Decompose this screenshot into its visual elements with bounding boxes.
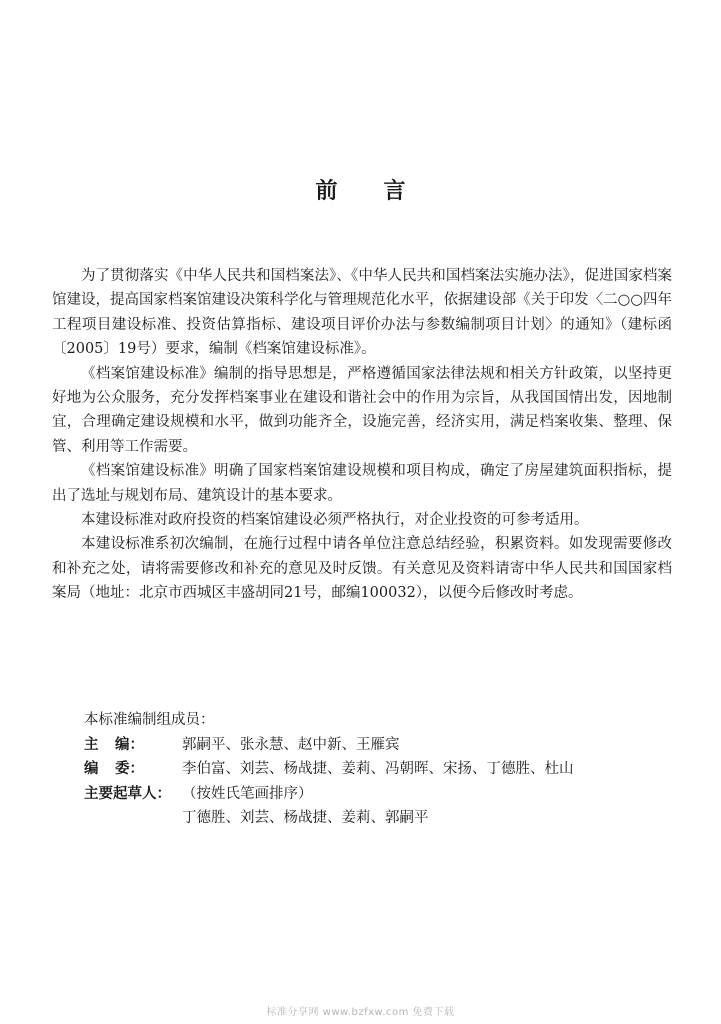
committee-label: 编 委：: [84, 761, 144, 777]
committee-names: 李伯富、刘芸、杨战捷、姜莉、冯朝晖、宋扬、丁德胜、杜山: [182, 761, 574, 777]
drafters-names-row: [84, 806, 644, 831]
compilation-group: [84, 708, 644, 831]
paragraph: 本建设标准系初次编制，在施行过程中请各单位注意总结经验，积累资料。如发现需要修改和补充之处，请将需要修改和补充的意见及时反馈。有关意见及资料请寄中华人民共和国国家档案局（地址：北京市西城区丰盛胡同21号，邮编100032），以便今后修改时考虑。: [52, 536, 672, 602]
page-title: [0, 174, 721, 205]
page-title-left: 前: [315, 179, 338, 204]
chief-editor-label: 主 编：: [84, 736, 144, 753]
paragraph: 《档案馆建设标准》编制的指导思想是，严格遵循国家法律法规和相关方针政策，以坚持更好地为公众服务，充分发挥档案事业在建设和谐社会中的作用为宗旨，从我国国情出发，因地制宜，合理确定建设规模和水平，做到功能齐全，设施完善，经济实用，满足档案收集、整理、保管、利用等工作需要。: [52, 365, 672, 455]
paragraph: 本建设标准对政府投资的档案馆建设必须严格执行，对企业投资的可参考适用。: [81, 512, 589, 529]
chief-editor-names: 郭嗣平、张永慧、赵中新、王雁宾: [182, 736, 400, 753]
site-watermark: 标准分享网 www.bzfxw.com 免费下载: [266, 1007, 455, 1018]
drafters-row: [84, 782, 644, 807]
preface-body: [52, 264, 672, 606]
paragraph: 《档案馆建设标准》明确了国家档案馆建设规模和项目构成，确定了房屋建筑面积指标，提出了选址与规划布局、建筑设计的基本要求。: [52, 463, 672, 504]
chief-editor-row: [84, 733, 644, 758]
page-title-right: 言: [383, 179, 406, 204]
drafters-note: （按姓氏笔画排序）: [182, 785, 313, 802]
compilation-group-heading: 本标准编制组成员：: [84, 712, 215, 728]
drafters-names: 丁德胜、刘芸、杨战捷、姜莉、郭嗣平: [182, 810, 429, 826]
paragraph: 为了贯彻落实《中华人民共和国档案法》、《中华人民共和国档案法实施办法》，促进国家档案馆建设，提高国家档案馆建设决策科学化与管理规范化水平，依据建设部《关于印发〈二○○四年工程项目建设标准、投资估算指标、建设项目评价办法与参数编制项目计划〉的通知》（建标函〔2005〕19号）要求，编制《档案馆建设标准》。: [52, 268, 672, 358]
committee-row: [84, 757, 644, 782]
drafters-label: 主要起草人：: [84, 785, 171, 802]
